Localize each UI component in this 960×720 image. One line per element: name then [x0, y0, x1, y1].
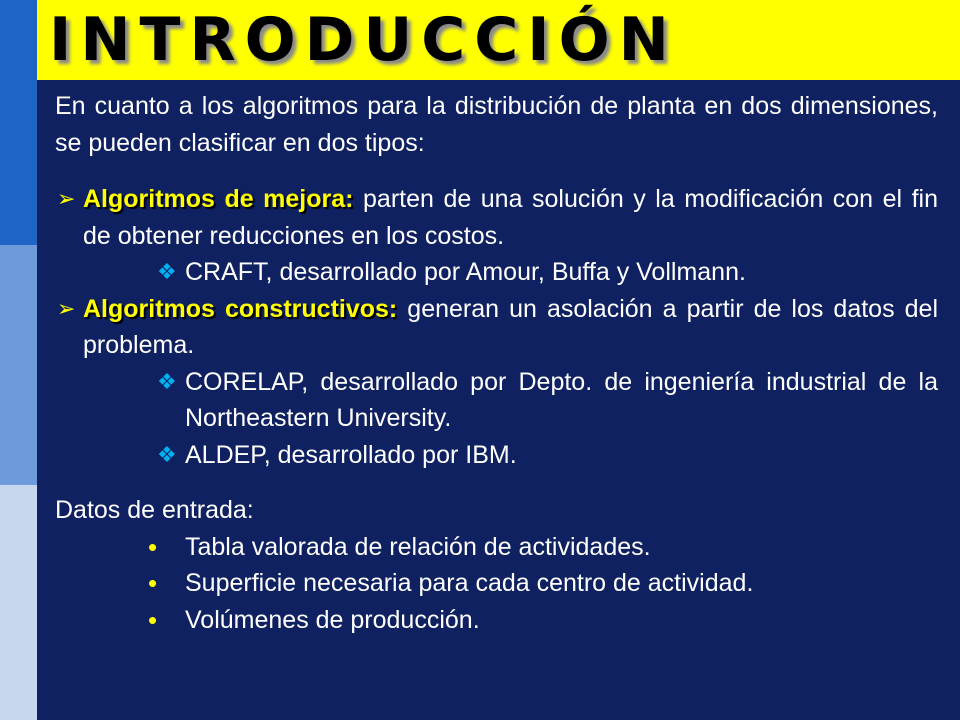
- dot-bullet-icon: •: [148, 568, 158, 598]
- category-description: generan un asolación a partir de los datos del problema.: [83, 294, 938, 359]
- arrow-bullet-icon: ➢: [57, 186, 76, 211]
- category-label: Algoritmos de mejora:: [83, 185, 354, 213]
- input-item: [55, 602, 938, 639]
- category-description: parten de una solución y la modificación con el fin de obtener reducciones en los costos.: [83, 185, 939, 250]
- input-item-text: Volúmenes de producción.: [185, 605, 480, 634]
- diamond-bullet-icon: ❖: [157, 259, 177, 284]
- category-label: Algoritmos constructivos:: [83, 294, 398, 323]
- strip-segment-middle: [0, 245, 37, 485]
- example-text: CRAFT, desarrollado por Amour, Buffa y Vollmann.: [185, 258, 746, 286]
- slide-title: INTRODUCCIÓN: [49, 5, 678, 75]
- dot-bullet-icon: •: [148, 604, 158, 635]
- arrow-bullet-icon: ➢: [57, 295, 76, 321]
- example-item-corelap: [55, 364, 938, 437]
- input-item-text: Superficie necesaria para cada centro de actividad.: [185, 569, 754, 597]
- category-item-improvement: [55, 181, 938, 254]
- input-data-heading: Datos de entrada:: [55, 496, 254, 524]
- category-item-constructive: [55, 291, 938, 364]
- example-text: CORELAP, desarrollado por Depto. de ingeniería industrial de la Northeastern University.: [185, 367, 938, 432]
- left-decorative-strip: [0, 0, 37, 720]
- example-text: ALDEP, desarrollado por IBM.: [185, 440, 517, 469]
- title-bar: [37, 0, 960, 80]
- input-item: [55, 565, 938, 602]
- strip-segment-top: [0, 0, 37, 245]
- intro-paragraph: En cuanto a los algoritmos para la distribución de planta en dos dimensiones, se pueden clasificar en dos tipos:: [55, 92, 938, 157]
- diamond-bullet-icon: ❖: [157, 368, 177, 394]
- dot-bullet-icon: •: [148, 531, 158, 562]
- diamond-bullet-icon: ❖: [157, 441, 177, 467]
- example-item-craft: [55, 254, 938, 291]
- example-item-aldep: [55, 437, 938, 474]
- input-item-text: Tabla valorada de relación de actividades.: [185, 532, 651, 561]
- strip-segment-bottom: [0, 485, 37, 720]
- input-item: [55, 529, 938, 566]
- slide-body: [55, 88, 938, 638]
